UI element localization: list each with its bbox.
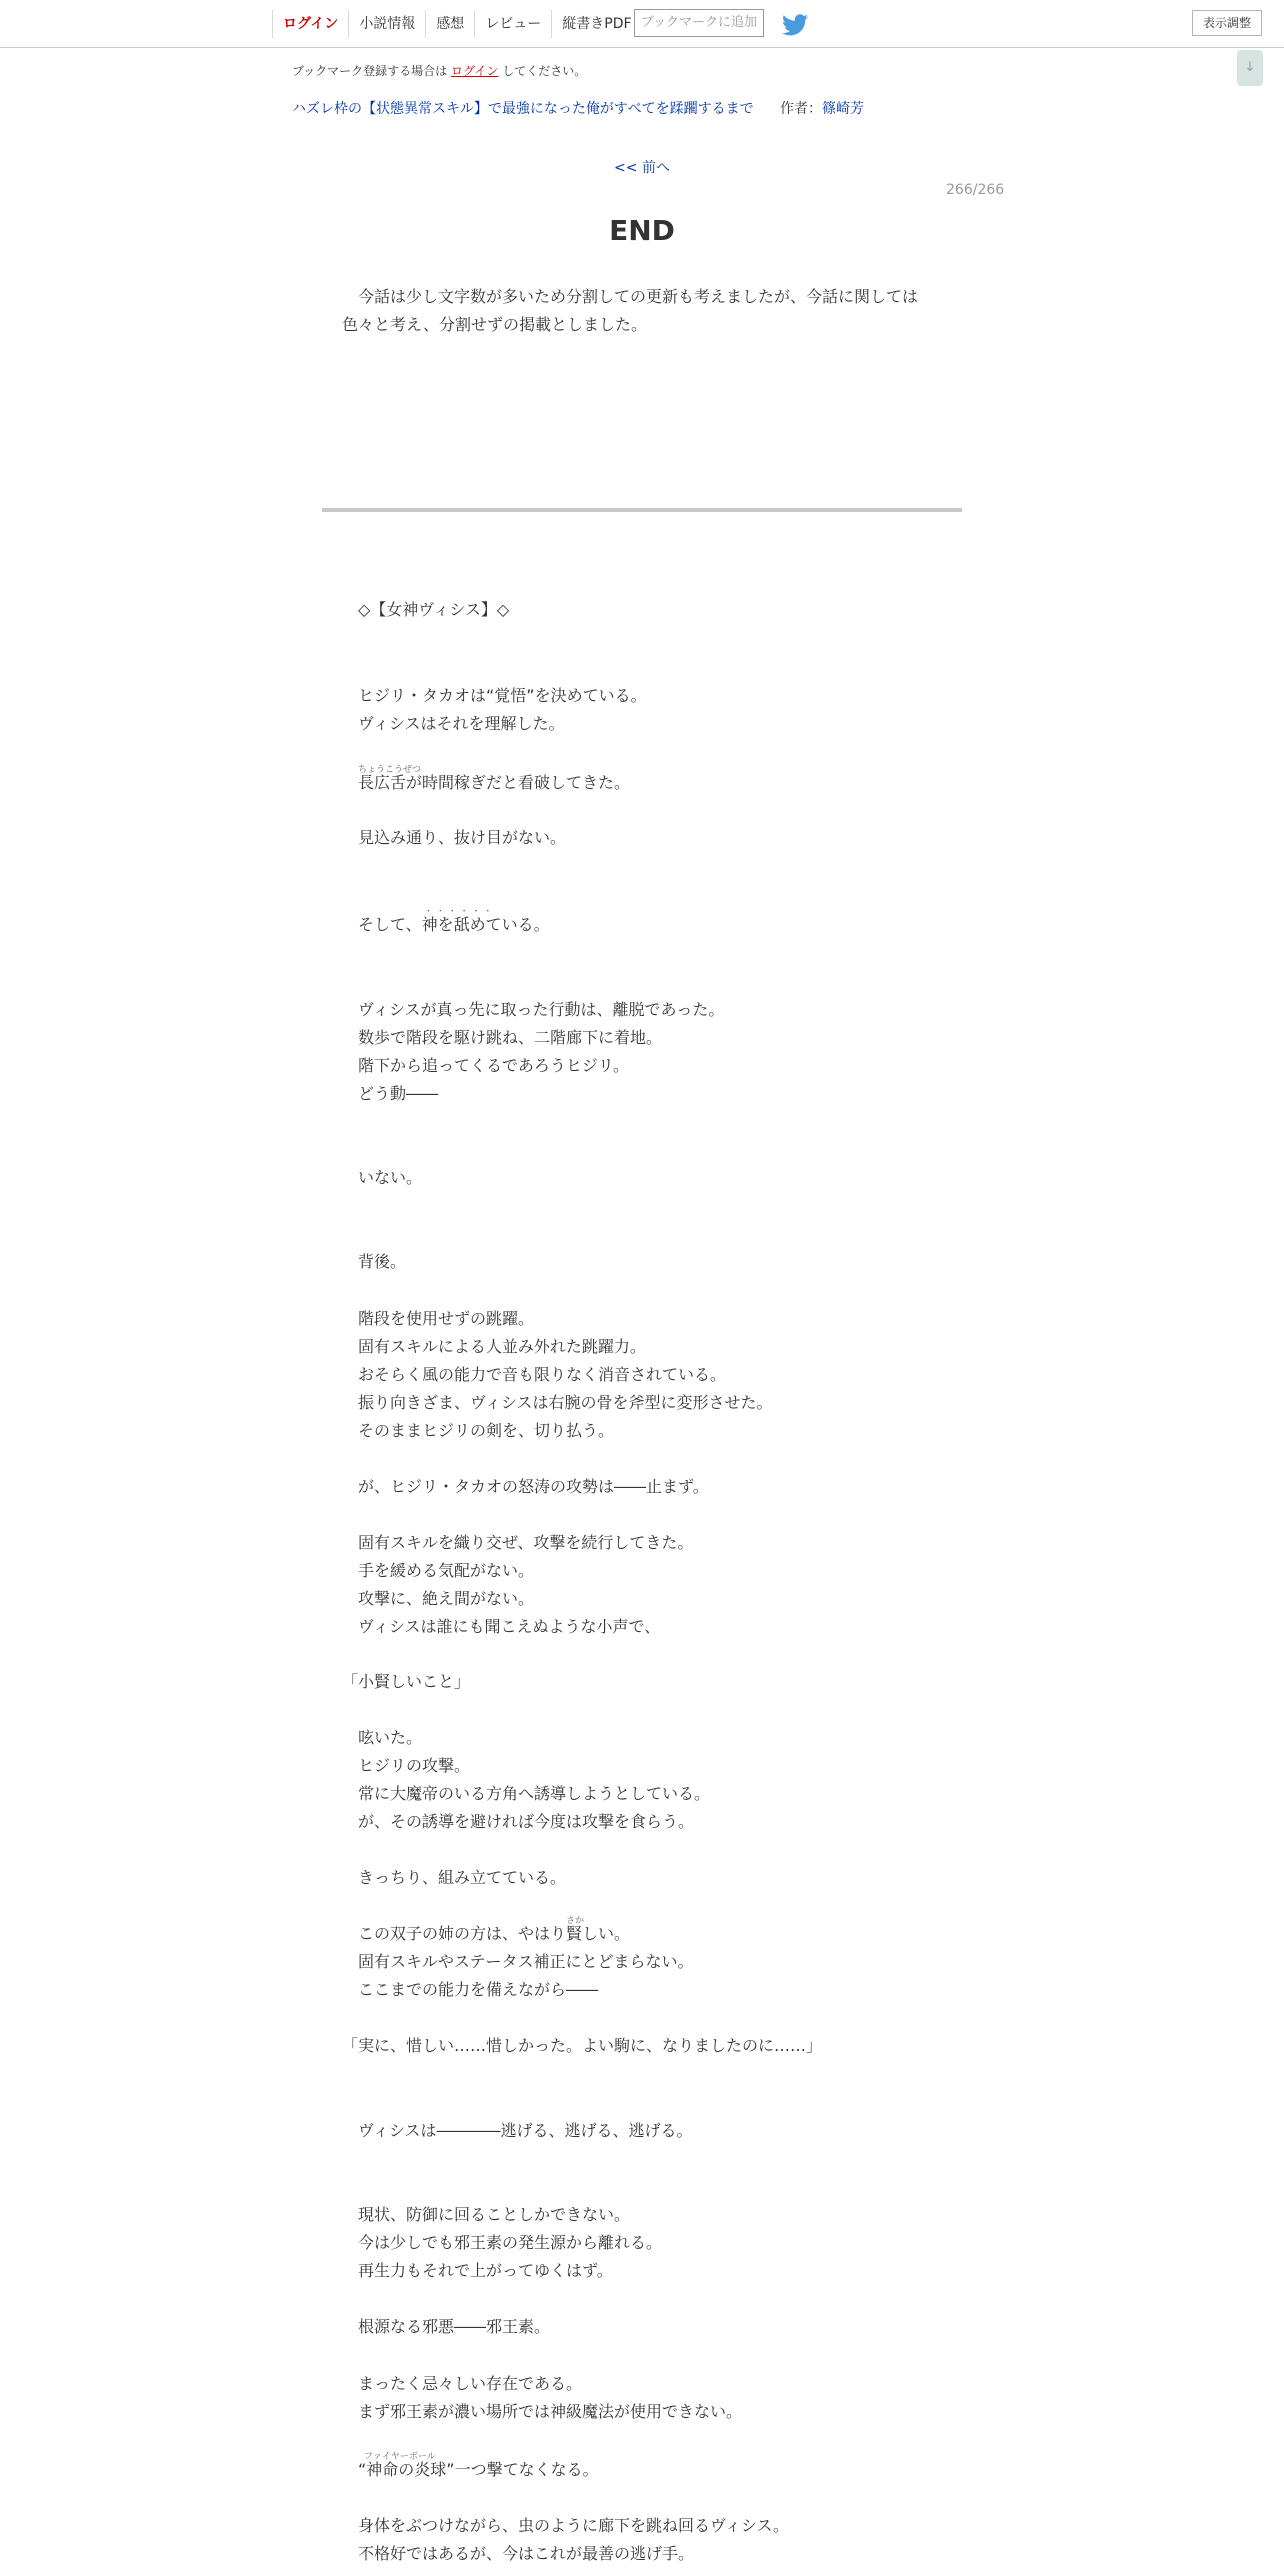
body-line: 背後。: [358, 1252, 407, 1271]
body-line: どう動――: [358, 1084, 439, 1103]
body-line: 呟いた。: [358, 1728, 423, 1747]
add-bookmark-button[interactable]: ブックマークに追加: [634, 9, 764, 37]
bookmark-login-link[interactable]: ログイン: [451, 64, 499, 78]
main-nav: [272, 9, 642, 39]
body-line: 攻撃に、絶え間がない。: [358, 1589, 535, 1608]
display-settings-button[interactable]: 表示調整: [1192, 10, 1262, 36]
body-line: “神命の炎球”一つ撃てなくなる。: [358, 2460, 599, 2479]
body-line: まったく忌々しい存在である。: [358, 2374, 583, 2393]
nav-novel-info[interactable]: 小説情報: [348, 10, 425, 38]
body-line: そのままヒジリの剣を、切り払う。: [358, 1421, 615, 1440]
nav-vertical-pdf[interactable]: 縦書きPDF: [551, 10, 641, 38]
body-line: ここまでの能力を備えながら――: [358, 1980, 599, 1999]
dialogue-line: 「小賢しいこと」: [342, 1672, 471, 1691]
body-line: 不格好ではあるが、今はこれが最善の逃げ手。: [358, 2544, 695, 2563]
body-line: 階下から追ってくるであろうヒジリ。: [358, 1056, 630, 1075]
body-line: いない。: [358, 1168, 423, 1187]
body-line: ヴィシスは――――逃げる、逃げる、逃げる。: [358, 2121, 693, 2140]
preface-line: 色々と考え、分割せずの掲載としました。: [342, 315, 647, 334]
body-line: ヴィシスはそれを理解した。: [358, 714, 565, 733]
divider: [322, 508, 962, 512]
body-line: 階段を使用せずの跳躍。: [358, 1309, 535, 1328]
chapter-title: END: [609, 214, 675, 247]
novel-header: [292, 98, 864, 118]
body-line: 常に大魔帝のいる方角へ誘導しようとしている。: [358, 1784, 711, 1803]
bookmark-notice-pre: ブックマーク登録する場合は: [292, 64, 448, 78]
page-number: 266/266: [946, 182, 1005, 198]
body-line: ヴィシスは誰にも聞こえぬような小声で、: [358, 1617, 661, 1636]
body-line: 現状、防御に回ることしかできない。: [358, 2205, 631, 2224]
body-line: まず邪王素が濃い場所では神級魔法が使用できない。: [358, 2402, 743, 2421]
ruby-text: ファイヤーボール: [364, 2452, 436, 2462]
body-line: 固有スキルを織り交ぜ、攻撃を続行してきた。: [358, 1533, 694, 1552]
preface: [342, 283, 942, 339]
ruby-text: ちょうこうぜつ: [358, 765, 422, 775]
body-line: 再生力もそれで上がってゆくはず。: [358, 2261, 613, 2280]
bookmark-notice-post: してください。: [502, 64, 587, 78]
body-line: きっちり、組み立てている。: [358, 1868, 567, 1887]
body-line: 固有スキルやステータス補正にとどまらない。: [358, 1952, 694, 1971]
nav-review[interactable]: レビュー: [474, 10, 551, 38]
body-line: 固有スキルによる人並み外れた跳躍力。: [358, 1337, 646, 1356]
body-line: 身体をぶつけながら、虫のように廊下を跳ね回るヴィシス。: [358, 2516, 790, 2535]
nav-login[interactable]: ログイン: [272, 10, 348, 38]
bookmark-notice: [292, 62, 586, 79]
twitter-bird-icon[interactable]: [782, 14, 808, 36]
novel-title-link[interactable]: ハズレ枠の【状態異常スキル】で最強になった俺がすべてを蹂躙するまで: [292, 101, 754, 117]
body-line: 数歩で階段を駆け跳ね、二階廊下に着地。: [358, 1028, 663, 1047]
body-line: ヴィシスが真っ先に取った行動は、離脱であった。: [358, 1000, 725, 1019]
body-line: 手を緩める気配がない。: [358, 1561, 535, 1580]
body-line: 今は少しでも邪王素の発生源から離れる。: [358, 2233, 663, 2252]
body-line: 長広舌が時間稼ぎだと看破してきた。: [358, 773, 631, 792]
prev-page-link[interactable]: << 前へ: [614, 160, 670, 176]
body-line: 見込み通り、抜け目がない。: [358, 828, 567, 847]
body-line: ◇【女神ヴィシス】◇: [358, 600, 510, 619]
body-line: そして、神を舐めている。: [358, 915, 550, 934]
body-line: おそらく風の能力で音も限りなく消音されている。: [358, 1365, 727, 1384]
body-line: ヒジリの攻撃。: [358, 1756, 471, 1775]
dialogue-line: 「実に、惜しい……惜しかった。よい駒に、なりましたのに……」: [342, 2036, 823, 2055]
scroll-down-arrow-icon[interactable]: ↓: [1237, 50, 1263, 86]
author-link[interactable]: 篠崎芳: [822, 101, 865, 117]
preface-line: 今話は少し文字数が多いため分割しての更新も考えましたが、今話に関しては: [358, 287, 919, 306]
ruby-text: さか: [566, 1916, 585, 1926]
body-line: が、その誘導を避ければ今度は攻撃を食らう。: [358, 1812, 695, 1831]
body-line: が、ヒジリ・タカオの怒涛の攻勢は――止まず。: [358, 1477, 709, 1496]
body-line: ヒジリ・タカオは“覚悟”を決めている。: [358, 686, 647, 705]
body-line: この双子の姉の方は、やはり賢しい。: [358, 1924, 631, 1943]
author-label: 作者：: [780, 101, 823, 117]
body-line: 根源なる邪悪――邪王素。: [358, 2317, 551, 2336]
nav-impressions[interactable]: 感想: [425, 10, 474, 38]
body-line: 振り向きざま、ヴィシスは右腕の骨を斧型に変形させた。: [358, 1393, 773, 1412]
top-header: [0, 0, 1284, 48]
ruby-emphasis-dots: ・ ・ ・ ・ ・ ・: [424, 907, 493, 917]
